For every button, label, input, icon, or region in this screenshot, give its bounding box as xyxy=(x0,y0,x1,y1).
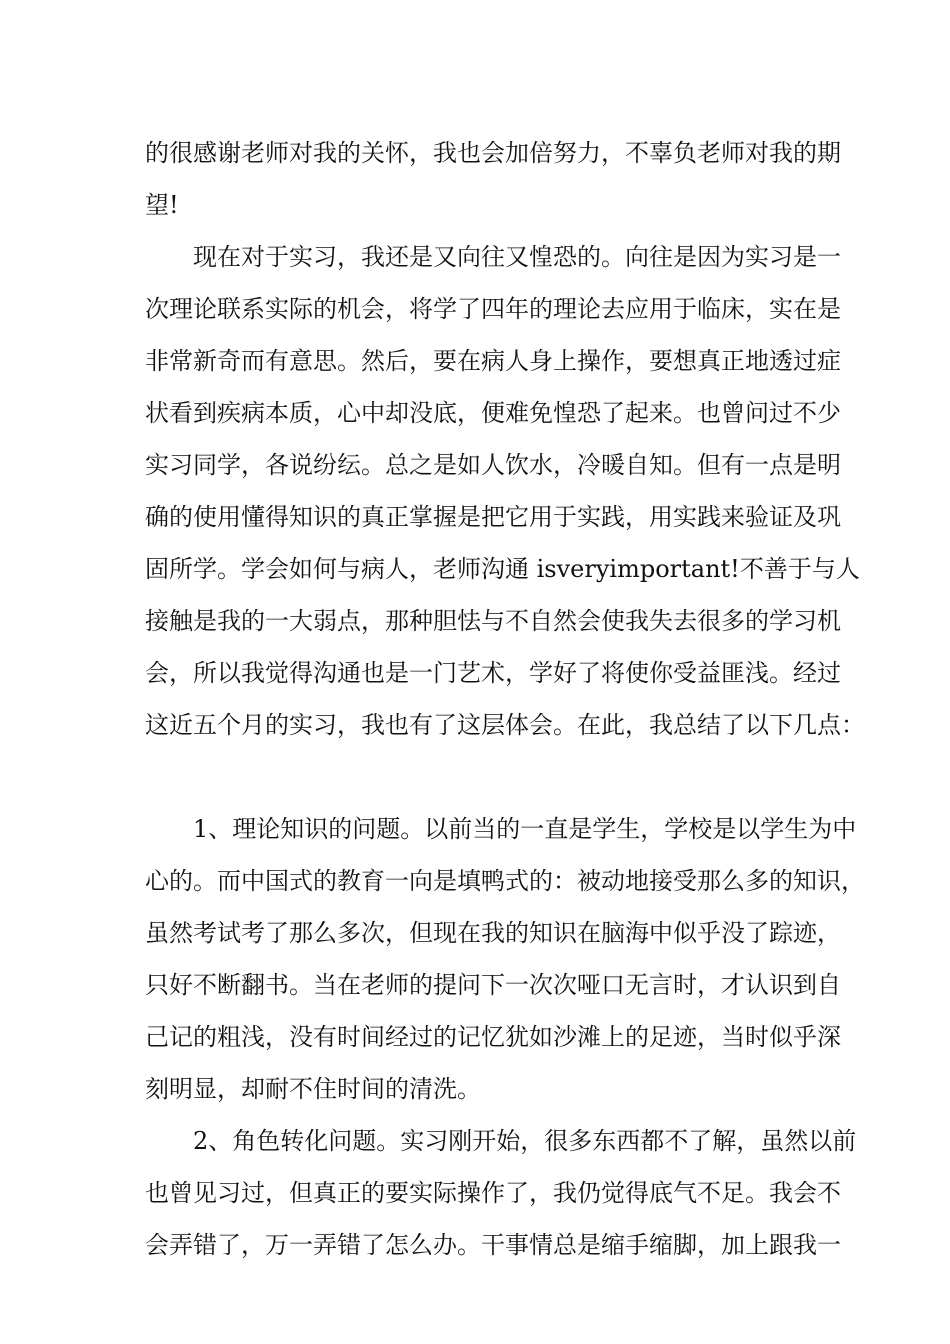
text-line: 心的。而中国式的教育一向是填鸭式的：被动地接受那么多的知识， xyxy=(145,867,865,895)
text-line: 接触是我的一大弱点，那种胆怯与不自然会使我失去很多的学习机 xyxy=(145,607,841,635)
text-line: 现在对于实习，我还是又向往又惶恐的。向往是因为实习是一 xyxy=(193,243,841,271)
text-line: 虽然考试考了那么多次，但现在我的知识在脑海中似乎没了踪迹， xyxy=(145,919,841,947)
text-line: 确的使用懂得知识的真正掌握是把它用于实践，用实践来验证及巩 xyxy=(145,503,841,531)
text-line: 非常新奇而有意思。然后，要在病人身上操作，要想真正地透过症 xyxy=(145,347,841,375)
text-line: 会，所以我觉得沟通也是一门艺术，学好了将使你受益匪浅。经过 xyxy=(145,659,841,687)
text-line: 1、理论知识的问题。以前当的一直是学生，学校是以学生为中 xyxy=(193,815,857,843)
text-line: 只好不断翻书。当在老师的提问下一次次哑口无言时，才认识到自 xyxy=(145,971,841,999)
text-line: 也曾见习过，但真正的要实际操作了，我仍觉得底气不足。我会不 xyxy=(145,1179,841,1207)
text-line: 次理论联系实际的机会，将学了四年的理论去应用于临床，实在是 xyxy=(145,295,841,323)
text-line: 固所学。学会如何与病人，老师沟通 isveryimportant!不善于与人 xyxy=(145,555,860,583)
text-line: 这近五个月的实习，我也有了这层体会。在此，我总结了以下几点： xyxy=(145,711,865,739)
text-line: 的很感谢老师对我的关怀，我也会加倍努力，不辜负老师对我的期 xyxy=(145,139,841,167)
text-line: 状看到疾病本质，心中却没底，便难免惶恐了起来。也曾问过不少 xyxy=(145,399,841,427)
text-line: 会弄错了，万一弄错了怎么办。干事情总是缩手缩脚，加上跟我一 xyxy=(145,1231,841,1259)
text-line: 实习同学，各说纷纭。总之是如人饮水，冷暖自知。但有一点是明 xyxy=(145,451,841,479)
text-line: 望! xyxy=(145,191,179,219)
text-line: 刻明显，却耐不住时间的清洗。 xyxy=(145,1075,481,1103)
text-line: 2、角色转化问题。实习刚开始，很多东西都不了解，虽然以前 xyxy=(193,1127,857,1155)
text-line: 己记的粗浅，没有时间经过的记忆犹如沙滩上的足迹，当时似乎深 xyxy=(145,1023,841,1051)
